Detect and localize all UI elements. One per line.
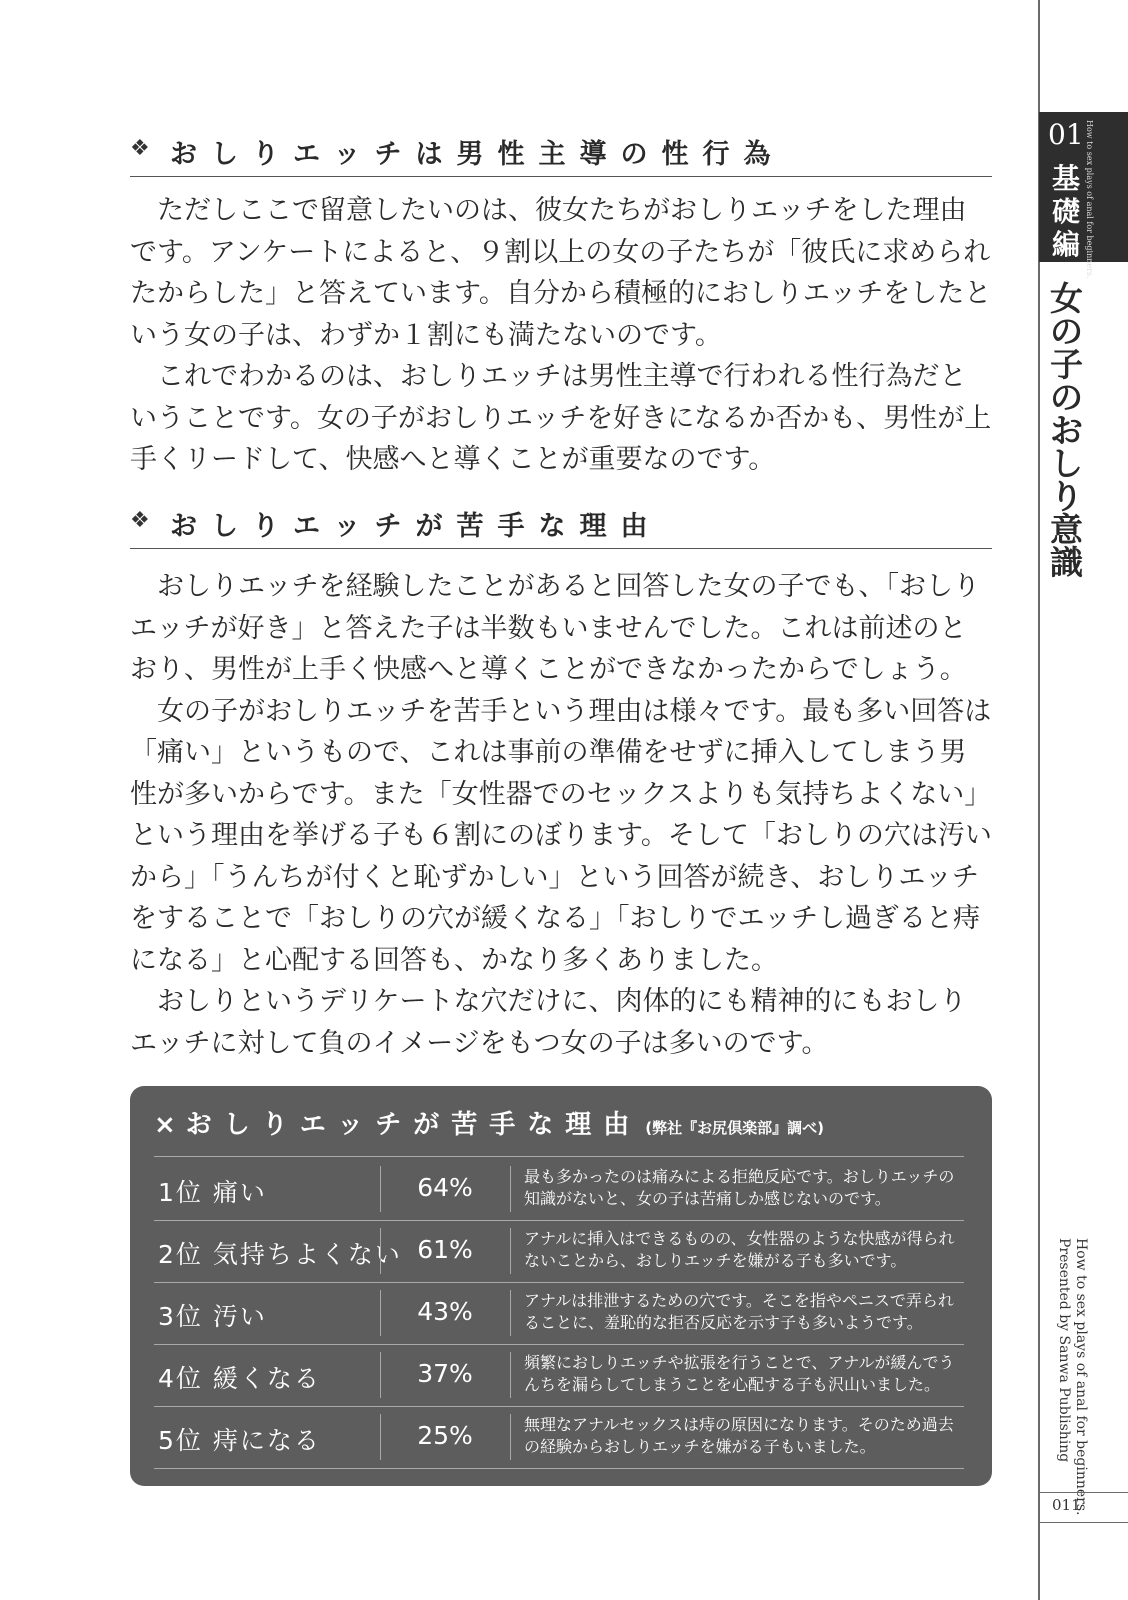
reason-note: アナルは排泄するための穴です。そこを指やペニスで弄られることに、羞恥的な拒否反応を示す子も多いようです。: [524, 1291, 954, 1332]
book-title: How to sex plays of anal for beginners.: [1073, 1238, 1089, 1516]
percent-value: 43%: [417, 1297, 473, 1326]
chapter-subtitle: How to sex plays of anal for beginners.: [1085, 120, 1094, 279]
table-row: [154, 1406, 964, 1469]
paragraph: 女の子がおしりエッチを苦手という理由は様々です。最も多い回答は「痛い」というもので、これは事前の準備をせずに挿入してしまう男性が多いからです。また「女性器でのセックスよりも気持ちよくない」という理由を挙げる子も６割にのぼります。そして「おしりの穴は汚いから」「うんちが付くと恥ずかしい」という回答が続き、おしりエッチをすることで「おしりの穴が緩くなる」「おしりでエッチし過ぎると痔になる」と心配する回答も、かなり多くありました。: [130, 695, 992, 976]
percent-value: 64%: [417, 1173, 473, 1202]
paragraph: おしりというデリケートな穴だけに、肉体的にも精神的にもおしりエッチに対して負のイメージをもつ女の子は多いのです。: [130, 986, 967, 1059]
paragraph: ただしここで留意したいのは、彼女たちがおしりエッチをした理由です。アンケートによると、９割以上の女の子たちが「彼氏に求められたからした」と答えています。自分から積極的におしりエッチをしたという女の子は、わずか１割にも満たないのです。: [130, 195, 992, 351]
rank-label: 1位 痛い: [158, 1178, 267, 1207]
rank-label: 3位 汚い: [158, 1302, 267, 1331]
page-number: 011: [1052, 1496, 1081, 1514]
section-body: [130, 190, 992, 481]
chapter-number: 01: [1048, 118, 1084, 151]
section-title: おしりエッチは男性主導の性行為: [170, 139, 785, 170]
publisher-credit: Presented by Sanwa Publishing: [1056, 1238, 1072, 1463]
reason-note: アナルに挿入はできるものの、女性器のような快感が得られないことから、おしりエッチを嫌がる子も多いです。: [524, 1229, 955, 1270]
rank-label: 4位 緩くなる: [158, 1364, 321, 1393]
table-row: [154, 1282, 964, 1345]
paragraph: これでわかるのは、おしりエッチは男性主導で行われる性行為だということです。女の子がおしりエッチを好きになるか否かも、男性が上手くリードして、快感へと導くことが重要なのです。: [130, 361, 992, 475]
percent-value: 61%: [417, 1235, 473, 1264]
cross-icon: ×: [154, 1110, 176, 1140]
rank-label: 5位 痔になる: [158, 1426, 321, 1455]
table-title: [154, 1104, 824, 1141]
column-divider: [510, 1166, 511, 1212]
diamond-bullet-icon: ❖: [130, 136, 150, 161]
ranking-table: [130, 1086, 992, 1486]
column-divider: [510, 1352, 511, 1398]
page-number-rule: [1038, 1492, 1128, 1493]
table-row: [154, 1344, 964, 1407]
section-heading: [130, 504, 992, 549]
book-credit: [1055, 1238, 1089, 1516]
section-title: おしりエッチが苦手な理由: [170, 511, 662, 542]
table-source: (弊社『お尻倶楽部』調べ): [645, 1119, 824, 1137]
column-divider: [510, 1290, 511, 1336]
column-divider: [510, 1414, 511, 1460]
chapter-name: 基礎編: [1052, 162, 1081, 261]
section-body: [130, 566, 992, 1064]
reason-note: 無理なアナルセックスは痔の原因になります。そのため過去の経験からおしりエッチを嫌がる子もいました。: [524, 1415, 954, 1456]
table-divider: [154, 1156, 964, 1157]
table-heading: おしりエッチが苦手な理由: [185, 1110, 642, 1140]
percent-value: 37%: [417, 1359, 473, 1388]
page-number-rule: [1038, 1522, 1128, 1523]
table-row: [154, 1158, 964, 1221]
column-divider: [510, 1228, 511, 1274]
table-row: [154, 1220, 964, 1283]
percent-value: 25%: [417, 1421, 473, 1450]
diamond-bullet-icon: ❖: [130, 508, 150, 533]
reason-note: 頻繁におしりエッチや拡張を行うことで、アナルが緩んでうんちを漏らしてしまうことを心配する子も沢山いました。: [524, 1353, 955, 1394]
section-heading: [130, 132, 992, 177]
rank-label: 2位 気持ちよくない: [158, 1240, 402, 1269]
paragraph: おしりエッチを経験したことがあると回答した女の子でも、「おしりエッチが好き」と答えた子は半数もいませんでした。これは前述のとおり、男性が上手く快感へと導くことができなかったからでしょう。: [130, 571, 980, 685]
section-side-title: 女の子のおしり意識: [1050, 279, 1083, 582]
reason-note: 最も多かったのは痛みによる拒絶反応です。おしりエッチの知識がないと、女の子は苦痛しか感じないのです。: [524, 1167, 955, 1208]
